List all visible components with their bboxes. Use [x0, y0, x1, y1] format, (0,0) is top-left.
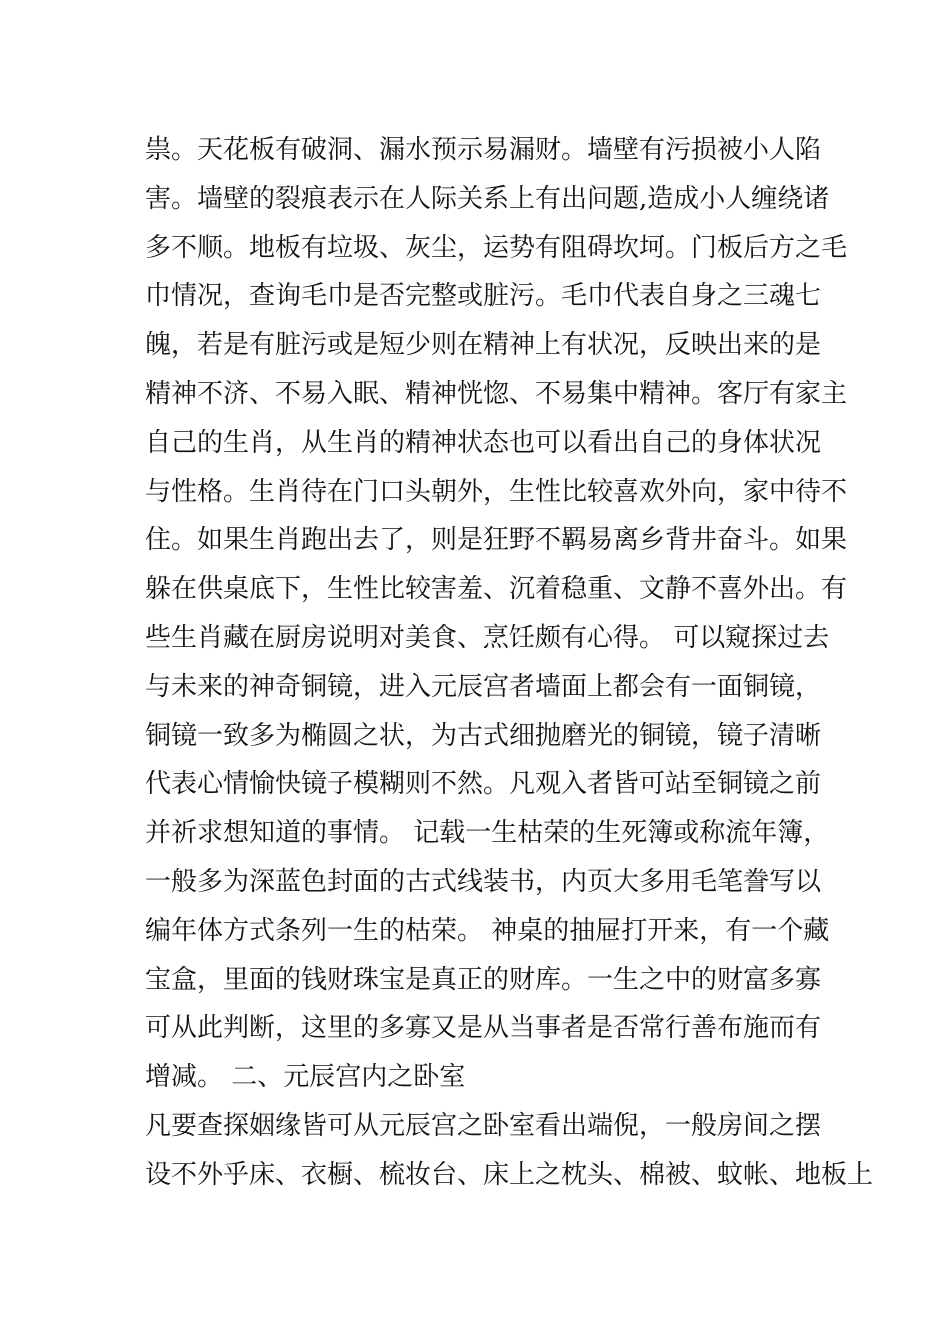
text-line: 精神不济、不易入眠、精神恍惚、不易集中精神。客厅有家主 — [145, 378, 848, 409]
text-line: 铜镜一致多为椭圆之状，为古式细抛磨光的铜镜，镜子清晰 — [145, 720, 822, 751]
text-line: 可从此判断，这里的多寡又是从当事者是否常行善布施而有 — [145, 1013, 822, 1044]
text-line: 代表心情愉快镜子模糊则不然。凡观入者皆可站至铜镜之前 — [145, 769, 822, 800]
text-line: 躲在供桌底下，生性比较害羞、沉着稳重、文静不喜外出。有 — [145, 574, 848, 605]
text-line: 魄，若是有脏污或是短少则在精神上有状况，反映出来的是 — [145, 330, 822, 361]
text-line: 祟。天花板有破洞、漏水预示易漏财。墙壁有污损被小人陷 — [145, 135, 822, 165]
text-line: 编年体方式条列一生的枯荣。 神桌的抽屉打开来，有一个藏 — [145, 915, 830, 946]
text-line: 宝盒，里面的钱财珠宝是真正的财库。一生之中的财富多寡 — [145, 964, 822, 995]
text-line: 并祈求想知道的事情。 记载一生枯荣的生死簿或称流年簿， — [145, 818, 830, 849]
text-line: 多不顺。地板有垃圾、灰尘，运势有阻碍坎坷。门板后方之毛 — [145, 232, 848, 263]
text-line: 住。如果生肖跑出去了，则是狂野不羁易离乡背井奋斗。如果 — [145, 525, 848, 556]
text-line: 与性格。生肖待在门口头朝外，生性比较喜欢外向，家中待不 — [145, 476, 848, 507]
text-line: 凡要查探姻缘皆可从元辰宫之卧室看出端倪，一般房间之摆 — [145, 1110, 822, 1141]
section-heading-line: 增减。 二、元辰宫内之卧室 — [145, 1062, 466, 1093]
text-line: 巾情况，查询毛巾是否完整或脏污。毛巾代表自身之三魂七 — [145, 281, 822, 312]
text-line: 些生肖藏在厨房说明对美食、烹饪颇有心得。 可以窥探过去 — [145, 622, 830, 653]
text-line: 一般多为深蓝色封面的古式线装书，内页大多用毛笔誊写以 — [145, 866, 822, 897]
body-text — [145, 126, 874, 1200]
text-line: 设不外乎床、衣橱、梳妆台、床上之枕头、棉被、蚊帐、地板上 — [145, 1159, 874, 1190]
text-line: 自己的生肖，从生肖的精神状态也可以看出自己的身体状况 — [145, 427, 822, 458]
text-line: 与未来的神奇铜镜，进入元辰宫者墙面上都会有一面铜镜， — [145, 671, 822, 702]
text-line: 害。墙壁的裂痕表示在人际关系上有出问题,造成小人缠绕诸 — [145, 183, 830, 214]
